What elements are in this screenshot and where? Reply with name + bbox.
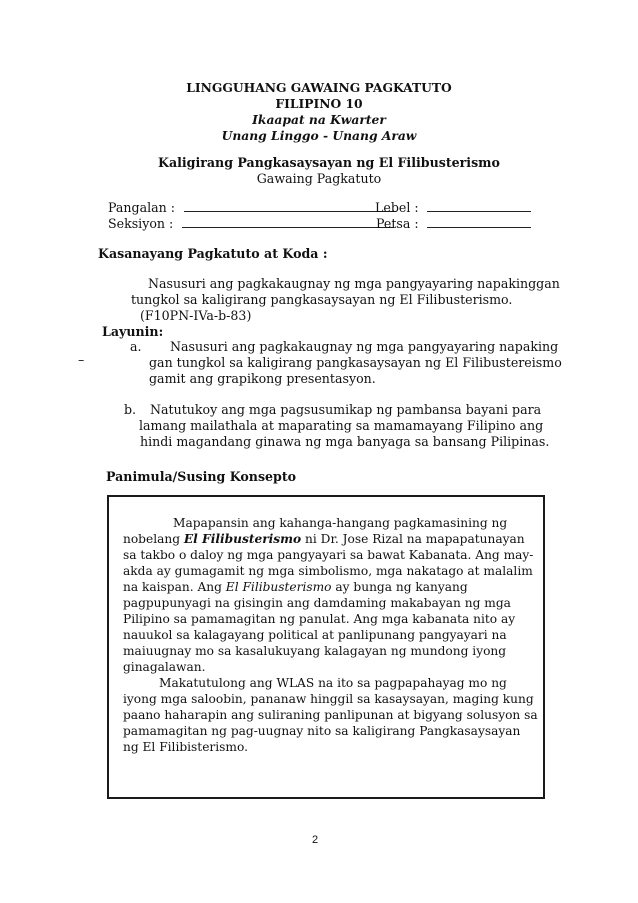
page-title: Kaligirang Pangkasaysayan ng El Filibusterismo [158, 155, 500, 170]
objective-a-line: gamit ang grapikong presentasyon. [149, 371, 376, 386]
concept-text: nobelang [123, 532, 184, 546]
objective-a-marker: a. [130, 339, 142, 354]
margin-mark: – [78, 352, 85, 367]
objective-b-line: hindi magandang ginawa ng mga banyaga sa bansang Pilipinas. [140, 434, 550, 449]
header-subject: FILIPINO 10 [275, 96, 363, 111]
competency-line: tungkol sa kaligirang pangkasaysayan ng El Filibusterismo. [131, 292, 513, 307]
header-week-day: Unang Linggo - Unang Araw [221, 128, 417, 143]
objectives-heading: Layunin: [102, 324, 164, 339]
objective-a-line: gan tungkol sa kaligirang pangkasaysayan ng El Filibustereismo [149, 355, 562, 370]
competency-heading: Kasanayang Pagkatuto at Koda : [98, 246, 328, 261]
header-title: LINGGUHANG GAWAING PAGKATUTO [186, 80, 452, 95]
level-blank[interactable] [427, 200, 531, 212]
name-label: Pangalan : [108, 200, 175, 215]
concept-text: na kaispan. Ang [123, 580, 226, 594]
concept-line: paano haharapin ang suliraning panlipunan at bigyang solusyon sa [123, 708, 538, 722]
concept-line [123, 580, 468, 594]
page-number: 2 [312, 834, 319, 846]
concept-line: maiuugnay mo sa kasalukuyang kalagayan ng mundong iyong [123, 644, 507, 658]
section-blank[interactable] [182, 216, 394, 228]
date-blank[interactable] [427, 216, 531, 228]
header-quarter: Ikaapat na Kwarter [252, 112, 386, 127]
page-subtitle: Gawaing Pagkatuto [256, 171, 382, 186]
concept-line [123, 532, 525, 546]
section-label: Seksiyon : [108, 216, 174, 231]
concept-text: ni Dr. Jose Rizal na mapapatunayan [301, 532, 525, 546]
objective-b-line: lamang mailathala at maparating sa mamamayang Filipino ang [139, 418, 544, 433]
novel-title-emphasis: El Filibusterismo [183, 532, 302, 546]
section-field-row [108, 216, 394, 231]
concept-line: ginagalawan. [123, 660, 206, 674]
date-label: Petsa : [376, 216, 419, 231]
concept-line: pamamagitan ng pag-uugnay nito sa kaligirang Pangkasaysayan [123, 724, 521, 738]
novel-title: El Filibusterismo [225, 580, 332, 594]
concept-line: akda ay gumagamit ng mga simbolismo, mga nakatago at malalim [123, 564, 533, 578]
concept-line: ng El Filibisterismo. [123, 740, 248, 754]
intro-heading: Panimula/Susing Konsepto [106, 469, 297, 484]
level-field-row [375, 200, 531, 215]
competency-line: Nasusuri ang pagkakaugnay ng mga pangyayaring napakinggan [148, 276, 560, 291]
competency-code: (F10PN-IVa-b-83) [140, 308, 252, 323]
objective-b-marker: b. [124, 402, 137, 417]
date-field-row [376, 216, 531, 231]
concept-box [107, 495, 545, 799]
name-field-row [108, 200, 396, 215]
concept-line: pagpupunyagi na gisingin ang damdaming makabayan ng mga [123, 596, 511, 610]
objective-b-line: Natutukoy ang mga pagsusumikap ng pambansa bayani para [150, 402, 542, 417]
concept-line: sa takbo o daloy ng mga pangyayari sa bawat Kabanata. Ang may- [123, 548, 534, 562]
concept-line: iyong mga saloobin, pananaw hinggil sa kasaysayan, maging kung [123, 692, 534, 706]
concept-line: Makatutulong ang WLAS na ito sa pagpapahayag mo ng [159, 676, 507, 690]
concept-line: Mapapansin ang kahanga-hangang pagkamasining ng [173, 516, 508, 530]
name-blank[interactable] [184, 200, 396, 212]
concept-text: ay bunga ng kanyang [331, 580, 468, 594]
level-label: Lebel : [375, 200, 419, 215]
objective-a-line: Nasusuri ang pagkakaugnay ng mga pangyayaring napaking [170, 339, 559, 354]
concept-line: Pilipino sa pamamagitan ng panulat. Ang mga kabanata nito ay [123, 612, 516, 626]
concept-line: nauukol sa kalagayang political at panlipunang pangyayari na [123, 628, 507, 642]
